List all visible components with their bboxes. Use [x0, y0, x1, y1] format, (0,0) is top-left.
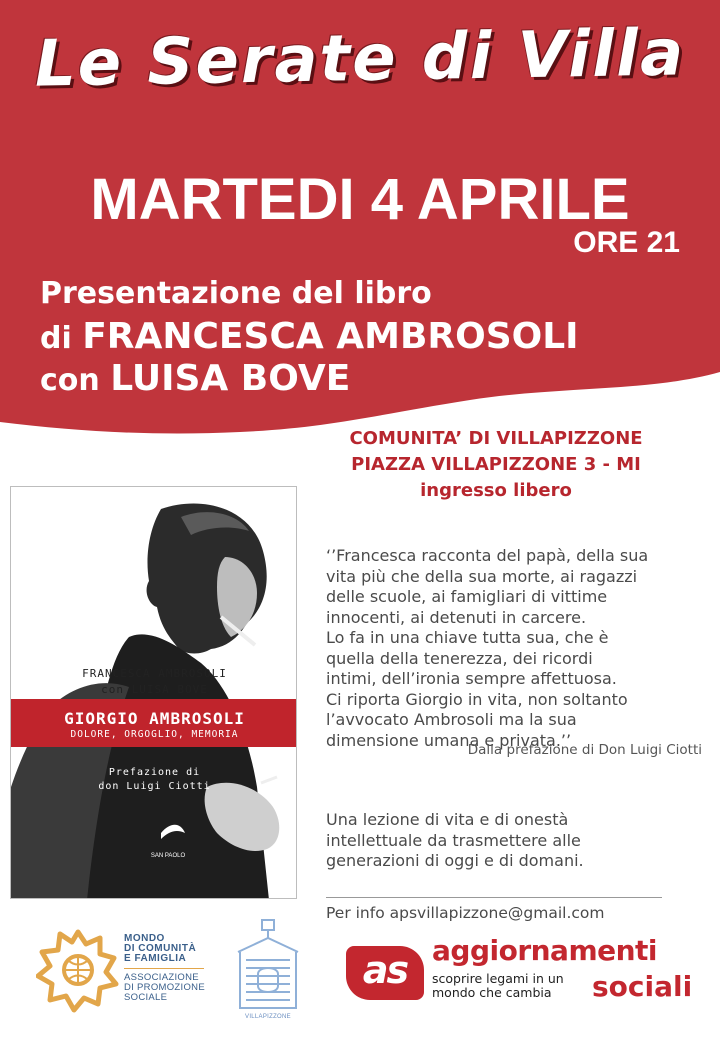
- quote-line: dimensione umana e privata.’’: [326, 730, 572, 750]
- author-name: FRANCESCA AMBROSOLI: [82, 316, 579, 357]
- as-name-first: aggiornamenti: [432, 934, 658, 967]
- event-time: ORE 21: [573, 226, 680, 259]
- venue-address: PIAZZA VILLAPIZZONE 3 - MI: [351, 454, 641, 475]
- contact-info: Per info apsvillapizzone@gmail.com: [326, 904, 605, 922]
- quote-line: l’avvocato Ambrosoli ma la sua: [326, 710, 577, 729]
- cover-preface-name: don Luigi Ciotti: [98, 781, 211, 792]
- gear-people-icon: [36, 926, 120, 1014]
- venue-block: [286, 426, 706, 504]
- quote-line: delle scuole, ai famigliari di vittime: [326, 587, 608, 606]
- quote-line: innocenti, ai detenuti in carcere.: [326, 607, 587, 627]
- lesson-line: generazioni di oggi e di domani.: [326, 851, 584, 870]
- quote-line: Ci riporta Giorgio in vita, non soltanto: [326, 689, 628, 709]
- mondo-association: ASSOCIAZIONE DI PROMOZIONE SOCIALE: [124, 972, 205, 1003]
- book-subtitle: DOLORE, ORGOGLIO, MEMORIA: [70, 729, 239, 740]
- cover-preface-label: Prefazione di: [108, 767, 201, 778]
- aggiornamenti-sociali-logo: [346, 934, 693, 1006]
- mondo-comunita-logo: [36, 926, 216, 1014]
- quote-source: Dalla prefazione di Don Luigi Ciotti: [467, 742, 702, 758]
- event-series-title: Le Serate di Villa: [34, 16, 686, 102]
- guest-line: con LUISA BOVE: [40, 358, 351, 399]
- lesson-line: Una lezione di vita e di onestà: [326, 810, 569, 829]
- presentation-line: Presentazione del libro: [40, 276, 432, 311]
- as-name-second: sociali: [592, 970, 693, 1003]
- venue-entry: ingresso libero: [420, 480, 572, 501]
- publisher-logo-text: SAN PAOLO: [150, 853, 186, 859]
- quote-line: Lo fa in una chiave tutta sua, che è: [326, 628, 609, 647]
- mondo-name: MONDO DI COMUNITÀ E FAMIGLIA: [124, 933, 197, 964]
- book-title: GIORGIO AMBROSOLI: [64, 709, 245, 728]
- quote-line: ‘’Francesca racconta del papà, della sua: [326, 546, 649, 565]
- book-cover: [10, 486, 297, 899]
- guest-name: LUISA BOVE: [110, 358, 351, 399]
- quote-line: vita più che della sua morte, ai ragazzi: [326, 566, 638, 586]
- mondo-divider: [124, 968, 204, 969]
- preface-quote: [326, 546, 716, 751]
- villapizzone-label: VILLAPIZZONE: [245, 1014, 291, 1020]
- as-mark-icon: as: [346, 946, 424, 1000]
- cover-coauthor: con LUISA BOVE: [101, 683, 208, 696]
- venue-name: COMUNITA’ DI VILLAPIZZONE: [349, 428, 643, 449]
- lesson-line: intellettuale da trasmettere alle: [326, 830, 581, 850]
- quote-line: intimi, dell’ironia sempre affettuosa.: [326, 669, 617, 688]
- house-icon: [228, 916, 308, 1012]
- villapizzone-logo: [228, 916, 308, 1022]
- quote-line: quella della tenerezza, dei ricordi: [326, 648, 593, 668]
- cover-author: FRANCESCA AMBROSOLI: [82, 667, 227, 680]
- divider: [326, 897, 662, 898]
- lesson-text: [326, 810, 716, 872]
- author-line: di FRANCESCA AMBROSOLI: [40, 316, 579, 357]
- event-date: MARTEDI 4 APRILE: [90, 167, 630, 232]
- as-tagline: scoprire legami in un mondo che cambia: [432, 971, 564, 1000]
